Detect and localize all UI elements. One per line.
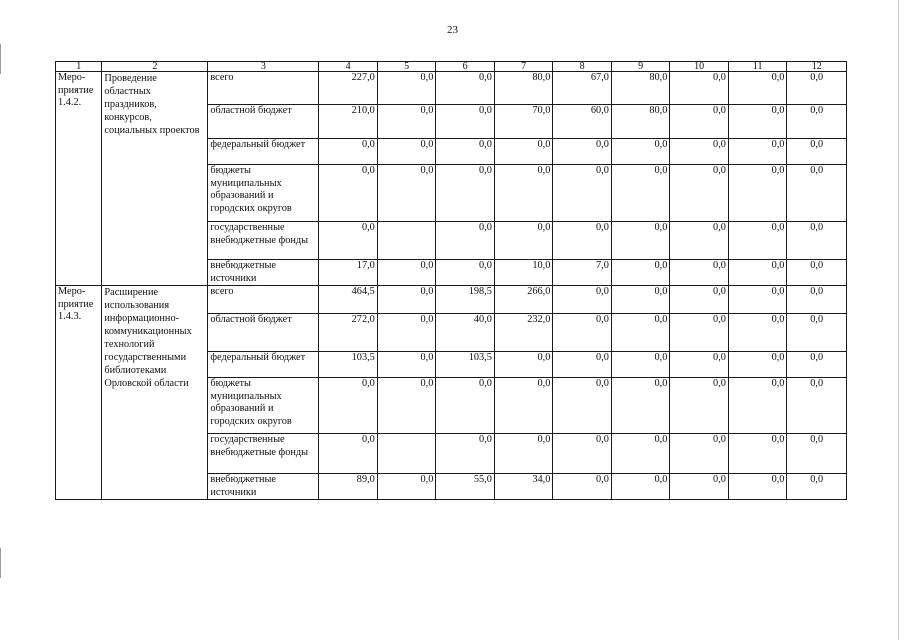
value-cell-col8: 0,0 bbox=[553, 474, 612, 500]
column-number-1: 1 bbox=[56, 62, 102, 72]
value-cell-col4: 464,5 bbox=[319, 286, 378, 314]
value-cell-col8: 67,0 bbox=[553, 72, 612, 105]
page-number: 23 bbox=[447, 24, 458, 36]
value-cell-col7: 266,0 bbox=[494, 286, 553, 314]
value-cell-col8: 0,0 bbox=[553, 286, 612, 314]
activity-code-line: 1.4.2. bbox=[58, 97, 82, 108]
value-cell-col6: 0,0 bbox=[436, 260, 495, 286]
value-cell-col8: 0,0 bbox=[553, 378, 612, 434]
value-cell-col9: 0,0 bbox=[611, 260, 670, 286]
activity-code bbox=[56, 72, 102, 286]
value-cell-col8: 0,0 bbox=[553, 314, 612, 352]
table-row bbox=[56, 72, 847, 105]
column-number-3: 3 bbox=[208, 62, 319, 72]
value-cell-col12: 0,0 bbox=[787, 314, 847, 352]
value-cell-col7: 10,0 bbox=[494, 260, 553, 286]
value-cell-col5: 0,0 bbox=[377, 72, 436, 105]
funding-source: всего bbox=[208, 286, 319, 314]
value-cell-col10: 0,0 bbox=[670, 352, 729, 378]
value-cell-col12: 0,0 bbox=[787, 165, 847, 222]
value-cell-col9: 80,0 bbox=[611, 105, 670, 139]
value-cell-col12: 0,0 bbox=[787, 434, 847, 474]
value-cell-col10: 0,0 bbox=[670, 72, 729, 105]
value-cell-col5 bbox=[377, 434, 436, 474]
column-numbers-row bbox=[56, 62, 847, 72]
value-cell-col11: 0,0 bbox=[728, 286, 787, 314]
value-cell-col6: 0,0 bbox=[436, 139, 495, 165]
value-cell-col11: 0,0 bbox=[728, 314, 787, 352]
value-cell-col9: 0,0 bbox=[611, 314, 670, 352]
value-cell-col12: 0,0 bbox=[787, 222, 847, 260]
value-cell-col11: 0,0 bbox=[728, 474, 787, 500]
value-cell-col6: 40,0 bbox=[436, 314, 495, 352]
value-cell-col5: 0,0 bbox=[377, 352, 436, 378]
value-cell-col10: 0,0 bbox=[670, 165, 729, 222]
value-cell-col10: 0,0 bbox=[670, 474, 729, 500]
value-cell-col9: 0,0 bbox=[611, 434, 670, 474]
value-cell-col4: 0,0 bbox=[319, 378, 378, 434]
value-cell-col6: 0,0 bbox=[436, 72, 495, 105]
value-cell-col7: 0,0 bbox=[494, 222, 553, 260]
value-cell-col4: 0,0 bbox=[319, 222, 378, 260]
value-cell-col5: 0,0 bbox=[377, 286, 436, 314]
value-cell-col7: 0,0 bbox=[494, 165, 553, 222]
activity-code-line: приятие bbox=[58, 298, 94, 310]
scan-edge-left bbox=[0, 44, 1, 74]
value-cell-col12: 0,0 bbox=[787, 378, 847, 434]
activity-code-line: Меро- bbox=[58, 286, 86, 297]
column-number-9: 9 bbox=[611, 62, 670, 72]
value-cell-col6: 198,5 bbox=[436, 286, 495, 314]
value-cell-col11: 0,0 bbox=[728, 222, 787, 260]
funding-source: областной бюджет bbox=[208, 314, 319, 352]
funding-source: внебюджетные источники bbox=[208, 474, 319, 500]
value-cell-col9: 0,0 bbox=[611, 139, 670, 165]
value-cell-col4: 89,0 bbox=[319, 474, 378, 500]
activity-code-line: приятие bbox=[58, 84, 94, 96]
value-cell-col5: 0,0 bbox=[377, 474, 436, 500]
value-cell-col11: 0,0 bbox=[728, 434, 787, 474]
value-cell-col11: 0,0 bbox=[728, 72, 787, 105]
funding-source: федеральный бюджет bbox=[208, 352, 319, 378]
value-cell-col5: 0,0 bbox=[377, 105, 436, 139]
scan-edge-right bbox=[898, 0, 899, 640]
value-cell-col7: 70,0 bbox=[494, 105, 553, 139]
value-cell-col4: 227,0 bbox=[319, 72, 378, 105]
funding-source: федеральный бюджет bbox=[208, 139, 319, 165]
value-cell-col5 bbox=[377, 222, 436, 260]
funding-source: областной бюджет bbox=[208, 105, 319, 139]
value-cell-col6: 0,0 bbox=[436, 222, 495, 260]
value-cell-col8: 7,0 bbox=[553, 260, 612, 286]
value-cell-col12: 0,0 bbox=[787, 105, 847, 139]
value-cell-col9: 0,0 bbox=[611, 474, 670, 500]
value-cell-col11: 0,0 bbox=[728, 105, 787, 139]
value-cell-col12: 0,0 bbox=[787, 474, 847, 500]
value-cell-col9: 0,0 bbox=[611, 165, 670, 222]
value-cell-col5: 0,0 bbox=[377, 139, 436, 165]
value-cell-col11: 0,0 bbox=[728, 260, 787, 286]
value-cell-col7: 0,0 bbox=[494, 378, 553, 434]
column-number-12: 12 bbox=[787, 62, 847, 72]
value-cell-col7: 80,0 bbox=[494, 72, 553, 105]
value-cell-col8: 0,0 bbox=[553, 352, 612, 378]
column-number-11: 11 bbox=[728, 62, 787, 72]
value-cell-col7: 34,0 bbox=[494, 474, 553, 500]
value-cell-col5: 0,0 bbox=[377, 165, 436, 222]
column-number-8: 8 bbox=[553, 62, 612, 72]
value-cell-col11: 0,0 bbox=[728, 139, 787, 165]
column-number-5: 5 bbox=[377, 62, 436, 72]
scan-edge-left-lower bbox=[0, 548, 1, 578]
value-cell-col5: 0,0 bbox=[377, 314, 436, 352]
value-cell-col9: 0,0 bbox=[611, 222, 670, 260]
value-cell-col10: 0,0 bbox=[670, 222, 729, 260]
value-cell-col11: 0,0 bbox=[728, 352, 787, 378]
activity-name: Проведение областных праздников, конкурсов, социальных проектов bbox=[102, 72, 208, 286]
value-cell-col8: 0,0 bbox=[553, 165, 612, 222]
value-cell-col7: 0,0 bbox=[494, 352, 553, 378]
value-cell-col7: 0,0 bbox=[494, 139, 553, 165]
value-cell-col9: 0,0 bbox=[611, 286, 670, 314]
value-cell-col10: 0,0 bbox=[670, 105, 729, 139]
value-cell-col5: 0,0 bbox=[377, 378, 436, 434]
value-cell-col8: 60,0 bbox=[553, 105, 612, 139]
table-row bbox=[56, 286, 847, 314]
value-cell-col6: 0,0 bbox=[436, 165, 495, 222]
funding-source: государственные внебюджетные фонды bbox=[208, 434, 319, 474]
value-cell-col6: 0,0 bbox=[436, 378, 495, 434]
column-number-4: 4 bbox=[319, 62, 378, 72]
funding-source: бюджеты муниципальных образований и городских округов bbox=[208, 378, 319, 434]
value-cell-col8: 0,0 bbox=[553, 434, 612, 474]
table-body bbox=[56, 62, 847, 500]
activity-code bbox=[56, 286, 102, 500]
value-cell-col6: 103,5 bbox=[436, 352, 495, 378]
value-cell-col10: 0,0 bbox=[670, 378, 729, 434]
value-cell-col4: 272,0 bbox=[319, 314, 378, 352]
value-cell-col6: 0,0 bbox=[436, 105, 495, 139]
column-number-6: 6 bbox=[436, 62, 495, 72]
value-cell-col9: 0,0 bbox=[611, 378, 670, 434]
value-cell-col5: 0,0 bbox=[377, 260, 436, 286]
activity-name: Расширение использования информационно-коммуникационных технологий государственными библиотеками Орловской области bbox=[102, 286, 208, 500]
value-cell-col8: 0,0 bbox=[553, 139, 612, 165]
value-cell-col4: 0,0 bbox=[319, 165, 378, 222]
funding-table bbox=[55, 61, 847, 500]
value-cell-col7: 232,0 bbox=[494, 314, 553, 352]
value-cell-col4: 0,0 bbox=[319, 139, 378, 165]
value-cell-col8: 0,0 bbox=[553, 222, 612, 260]
value-cell-col4: 103,5 bbox=[319, 352, 378, 378]
value-cell-col6: 0,0 bbox=[436, 434, 495, 474]
value-cell-col4: 210,0 bbox=[319, 105, 378, 139]
value-cell-col6: 55,0 bbox=[436, 474, 495, 500]
funding-source: бюджеты муниципальных образований и городских округов bbox=[208, 165, 319, 222]
activity-code-line: Меро- bbox=[58, 72, 86, 83]
value-cell-col12: 0,0 bbox=[787, 352, 847, 378]
value-cell-col12: 0,0 bbox=[787, 260, 847, 286]
value-cell-col7: 0,0 bbox=[494, 434, 553, 474]
value-cell-col10: 0,0 bbox=[670, 434, 729, 474]
value-cell-col4: 0,0 bbox=[319, 434, 378, 474]
column-number-2: 2 bbox=[102, 62, 208, 72]
funding-source: внебюджетные источники bbox=[208, 260, 319, 286]
value-cell-col9: 80,0 bbox=[611, 72, 670, 105]
funding-source: всего bbox=[208, 72, 319, 105]
value-cell-col12: 0,0 bbox=[787, 286, 847, 314]
activity-code-line: 1.4.3. bbox=[58, 311, 82, 322]
value-cell-col9: 0,0 bbox=[611, 352, 670, 378]
value-cell-col12: 0,0 bbox=[787, 72, 847, 105]
value-cell-col4: 17,0 bbox=[319, 260, 378, 286]
value-cell-col10: 0,0 bbox=[670, 260, 729, 286]
value-cell-col10: 0,0 bbox=[670, 314, 729, 352]
value-cell-col11: 0,0 bbox=[728, 165, 787, 222]
value-cell-col12: 0,0 bbox=[787, 139, 847, 165]
column-number-7: 7 bbox=[494, 62, 553, 72]
column-number-10: 10 bbox=[670, 62, 729, 72]
funding-source: государственные внебюджетные фонды bbox=[208, 222, 319, 260]
value-cell-col10: 0,0 bbox=[670, 139, 729, 165]
value-cell-col11: 0,0 bbox=[728, 378, 787, 434]
value-cell-col10: 0,0 bbox=[670, 286, 729, 314]
